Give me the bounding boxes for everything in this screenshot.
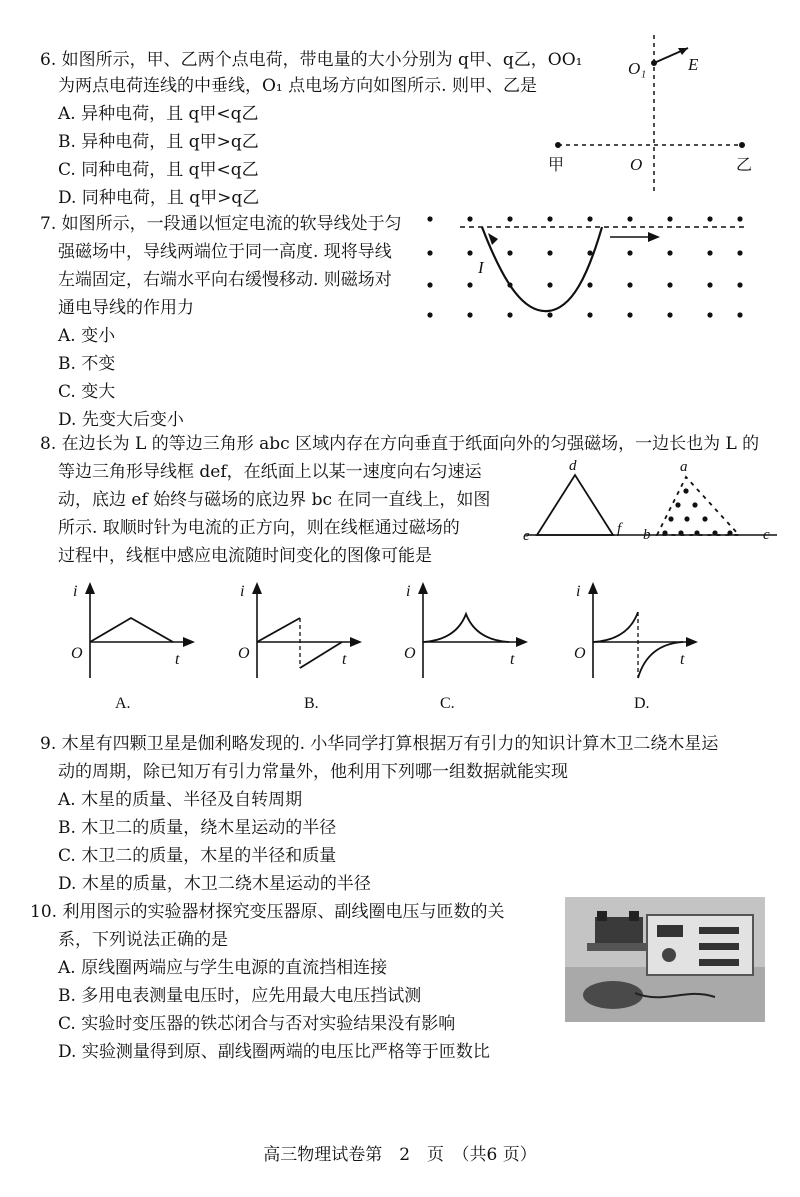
graph-d-t-arrowhead xyxy=(686,637,698,647)
graph-d-return xyxy=(638,642,683,678)
field-region-dots xyxy=(662,488,732,535)
label-d: d xyxy=(569,458,577,474)
graph-c-t-label: t xyxy=(510,651,515,668)
q9-option-a: A. 木星的质量、半径及自转周期 xyxy=(58,790,303,810)
field-dot xyxy=(547,250,552,255)
field-dot xyxy=(427,250,432,255)
graph-b xyxy=(232,578,372,718)
graph-a-curve xyxy=(90,618,173,642)
field-dot xyxy=(467,250,472,255)
multimeter-and-coils xyxy=(583,981,643,1009)
field-dot xyxy=(627,282,632,287)
label-e: E xyxy=(688,55,699,74)
field-dot xyxy=(507,312,512,317)
graph-a xyxy=(65,578,205,718)
q8-stem-line-3: 动，底边 ef 始终与磁场的底边界 bc 在同一直线上，如图 xyxy=(58,490,491,510)
graph-a-o-label: O xyxy=(71,645,83,662)
graph-b-label: B. xyxy=(304,695,319,712)
graph-c-label: C. xyxy=(440,695,455,712)
field-dot xyxy=(427,216,432,221)
field-dot xyxy=(694,530,699,535)
graph-d-i-label: i xyxy=(576,583,581,600)
field-dot xyxy=(702,516,707,521)
q10-option-d: D. 实验测量得到原、副线圈两端的电压比严格等于匝数比 xyxy=(58,1042,490,1062)
field-dot xyxy=(547,312,552,317)
label-b: b xyxy=(643,527,651,543)
q10-stem-line-1: 10. 利用图示的实验器材探究变压器原、副线圈电压与匝数的关 xyxy=(30,902,505,922)
graph-c-t-arrowhead xyxy=(516,637,528,647)
q9-option-d: D. 木星的质量，木卫二绕木星运动的半径 xyxy=(58,874,371,894)
field-region-abc xyxy=(657,477,739,535)
q9-stem-line-2: 动的周期，除已知万有引力常量外，他利用下列哪一组数据就能实现 xyxy=(58,762,568,782)
field-dot xyxy=(707,282,712,287)
q10-stem-line-2: 系，下列说法正确的是 xyxy=(58,930,228,950)
field-dot xyxy=(683,488,688,493)
q7-figure xyxy=(420,205,750,325)
field-dot xyxy=(707,312,712,317)
graph-a-label: A. xyxy=(115,695,131,712)
graph-a-i-arrowhead xyxy=(85,582,95,594)
q7-option-b: B. 不变 xyxy=(58,354,116,374)
field-dot xyxy=(675,502,680,507)
graph-a-t-label: t xyxy=(175,651,180,668)
q7-stem-line-4: 通电导线的作用力 xyxy=(58,298,194,318)
transformer-experiment-photo xyxy=(565,897,765,1022)
power-supply-terminals-3 xyxy=(699,959,739,966)
transformer-terminal-2 xyxy=(629,911,639,921)
q10-option-a: A. 原线圈两端应与学生电源的直流挡相连接 xyxy=(58,958,388,978)
field-dot xyxy=(587,282,592,287)
graph-a-t-arrowhead xyxy=(183,637,195,647)
q6-stem-line-1: 6. 如图所示，甲、乙两个点电荷，带电量的大小分别为 q甲、q乙，OO₁ xyxy=(40,50,583,70)
q9-stem-line-1: 9. 木星有四颗卫星是伽利略发现的. 小华同学打算根据万有引力的知识计算木卫二绕木星运 xyxy=(40,734,719,754)
field-dot xyxy=(587,312,592,317)
field-dot xyxy=(427,282,432,287)
field-dot xyxy=(662,530,667,535)
field-dot xyxy=(467,216,472,221)
q7-stem-line-3: 左端固定，右端水平向右缓慢移动. 则磁场对 xyxy=(58,270,392,290)
field-dot xyxy=(627,250,632,255)
power-supply-terminals-2 xyxy=(699,943,739,950)
field-dot xyxy=(727,530,732,535)
field-dot xyxy=(467,282,472,287)
q9-option-b: B. 木卫二的质量，绕木星运动的半径 xyxy=(58,818,337,838)
photo-illustration xyxy=(565,897,765,1022)
field-dot xyxy=(507,216,512,221)
q8-stem-line-2: 等边三角形导线框 def，在纸面上以某一速度向右匀速运 xyxy=(58,462,482,482)
graph-b-rise xyxy=(257,618,300,642)
label-f: f xyxy=(617,521,622,537)
label-jia: 甲 xyxy=(548,157,565,174)
label-yi: 乙 xyxy=(736,157,753,174)
charge-jia-dot xyxy=(555,142,561,148)
graph-a-i-label: i xyxy=(73,583,78,600)
q8-figure xyxy=(515,455,785,555)
graph-b-i-arrowhead xyxy=(252,582,262,594)
transformer-core xyxy=(595,917,643,947)
field-dot xyxy=(707,250,712,255)
field-dot xyxy=(627,312,632,317)
graph-d-t-label: t xyxy=(680,651,685,668)
field-dot xyxy=(737,216,742,221)
q6-option-d: D. 同种电荷，且 q甲>q乙 xyxy=(58,188,260,208)
q8-stem-line-4: 所示. 取顺时针为电流的正方向，则在线框通过磁场的 xyxy=(58,518,460,538)
move-right-arrowhead xyxy=(648,232,660,242)
power-supply-knob xyxy=(662,948,676,962)
q7-stem-line-1: 7. 如图所示，一段通以恒定电流的软导线处于匀 xyxy=(40,214,402,234)
graph-d-i-arrowhead xyxy=(588,582,598,594)
field-dot xyxy=(667,282,672,287)
graph-d-rise xyxy=(593,612,638,642)
graph-c-o-label: O xyxy=(404,645,416,662)
label-o1: O₁ xyxy=(628,59,647,78)
graph-c-i-arrowhead xyxy=(418,582,428,594)
field-dot xyxy=(667,312,672,317)
field-dot xyxy=(737,282,742,287)
q6-option-a: A. 异种电荷，且 q甲<q乙 xyxy=(58,104,259,124)
label-e: e xyxy=(523,528,530,544)
q8-stem-line-1: 8. 在边长为 L 的等边三角形 abc 区域内存在方向垂直于纸面向外的匀强磁场，一边长也为 L 的 xyxy=(40,434,760,454)
graph-c xyxy=(398,578,538,718)
field-dot xyxy=(707,216,712,221)
q7-option-a: A. 变小 xyxy=(58,326,116,346)
field-dot xyxy=(668,516,673,521)
q10-option-c: C. 实验时变压器的铁芯闭合与否对实验结果没有影响 xyxy=(58,1014,456,1034)
q6-stem-line-2: 为两点电荷连线的中垂线，O₁ 点电场方向如图所示. 则甲、乙是 xyxy=(58,76,537,96)
label-a: a xyxy=(680,459,688,475)
power-supply-display xyxy=(657,925,683,937)
field-dot xyxy=(547,216,552,221)
power-supply-terminals-1 xyxy=(699,927,739,934)
q7-stem-line-2: 强磁场中，导线两端位于同一高度. 现将导线 xyxy=(58,242,392,262)
q10-option-b: B. 多用电表测量电压时，应先用最大电压挡试测 xyxy=(58,986,422,1006)
field-dot xyxy=(467,312,472,317)
transformer-terminal-1 xyxy=(597,911,607,921)
field-dot xyxy=(667,216,672,221)
q6-figure xyxy=(530,30,780,205)
q6-option-b: B. 异种电荷，且 q甲>q乙 xyxy=(58,132,259,152)
field-dot xyxy=(667,250,672,255)
label-current-i: I xyxy=(478,258,484,277)
charge-yi-dot xyxy=(739,142,745,148)
graph-c-i-label: i xyxy=(406,583,411,600)
field-dot xyxy=(627,216,632,221)
field-dot xyxy=(427,312,432,317)
field-dot xyxy=(507,250,512,255)
label-o: O xyxy=(630,155,643,174)
field-dot xyxy=(737,312,742,317)
graph-b-t-label: t xyxy=(342,651,347,668)
field-dot xyxy=(712,530,717,535)
graph-b-t-arrowhead xyxy=(350,637,362,647)
q7-option-c: C. 变大 xyxy=(58,382,116,402)
graph-d xyxy=(568,578,708,718)
transformer-base xyxy=(587,943,651,951)
field-dot xyxy=(692,502,697,507)
graph-b-i-label: i xyxy=(240,583,245,600)
q7-option-d: D. 先变大后变小 xyxy=(58,410,184,430)
field-dot xyxy=(684,516,689,521)
soft-wire-curve xyxy=(482,227,602,311)
q6-option-c: C. 同种电荷，且 q甲<q乙 xyxy=(58,160,259,180)
graph-b-o-label: O xyxy=(238,645,250,662)
page-footer: 高三物理试卷第 2 页 （共6 页） xyxy=(263,1145,537,1165)
magnetic-field-dots xyxy=(427,216,742,317)
label-c: c xyxy=(763,527,770,543)
field-dot xyxy=(737,250,742,255)
graph-d-o-label: O xyxy=(574,645,586,662)
field-dot xyxy=(678,530,683,535)
wire-frame-def xyxy=(537,475,613,535)
graph-d-label: D. xyxy=(634,695,650,712)
q8-stem-line-5: 过程中，线框中感应电流随时间变化的图像可能是 xyxy=(58,546,432,566)
field-dot xyxy=(547,282,552,287)
q9-option-c: C. 木卫二的质量，木星的半径和质量 xyxy=(58,846,337,866)
field-dot xyxy=(587,216,592,221)
graph-c-curve xyxy=(423,614,509,642)
graph-b-return xyxy=(300,642,342,668)
